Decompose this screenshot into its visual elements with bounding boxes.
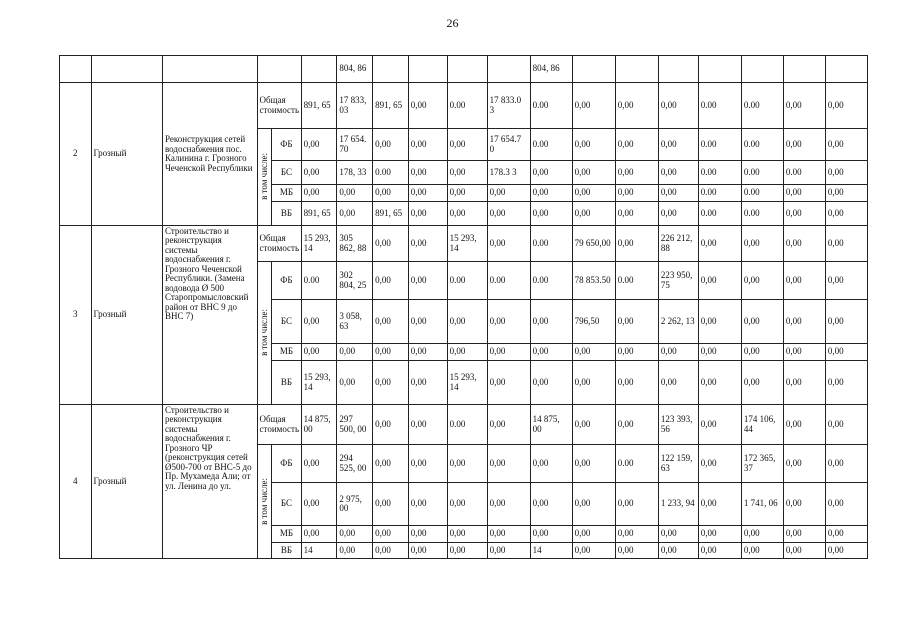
table-cell: 0,00: [658, 361, 698, 405]
table-cell: 294 525, 00: [337, 445, 373, 483]
table-cell: 0,00: [783, 543, 825, 559]
table-cell: 297 500, 00: [337, 405, 373, 445]
table-cell: 17 833.0 3: [487, 83, 530, 129]
table-cell: 0,00: [301, 526, 337, 543]
fund-label: МБ: [272, 185, 301, 202]
table-cell: 0,00: [825, 161, 867, 185]
table-row-continuation: [60, 56, 868, 83]
table-cell: 0,00: [825, 445, 867, 483]
table-cell: 17 654. 70: [337, 129, 373, 161]
table-cell: 891, 65: [301, 202, 337, 226]
table-cell: 0,00: [572, 202, 615, 226]
table-cell: 3 058, 63: [337, 300, 373, 344]
table-cell: 0,00: [572, 361, 615, 405]
table-cell: [658, 56, 698, 83]
table-cell: 804, 86: [530, 56, 572, 83]
table-cell: 174 106, 44: [741, 405, 783, 445]
table-cell: 0.00: [373, 161, 409, 185]
table-cell: 0.00: [615, 445, 658, 483]
table-cell: 804, 86: [337, 56, 373, 83]
table-cell: 0,00: [783, 129, 825, 161]
table-cell: 0,00: [530, 526, 572, 543]
table-cell: 0,00: [487, 300, 530, 344]
table-cell: 0,00: [572, 483, 615, 526]
table-cell: 0,00: [408, 185, 447, 202]
row-number: 2: [60, 83, 92, 226]
table-cell: 0,00: [658, 161, 698, 185]
table-cell: [373, 56, 409, 83]
table-cell: 0,00: [825, 483, 867, 526]
table-cell: 0,00: [783, 202, 825, 226]
table-cell: 0,00: [408, 543, 447, 559]
table-cell: 0,00: [487, 226, 530, 262]
object-description: [162, 405, 257, 559]
table-cell: 0.00: [698, 202, 741, 226]
table-cell: 14: [301, 543, 337, 559]
table-cell: 15 293, 14: [447, 361, 487, 405]
table-cell: [783, 56, 825, 83]
table-cell: 0,00: [615, 543, 658, 559]
table-cell: 0,00: [572, 405, 615, 445]
table-cell: 0,00: [825, 129, 867, 161]
table-cell: 0,00: [373, 226, 409, 262]
table-cell: 0,00: [530, 161, 572, 185]
table-cell: 0,00: [408, 526, 447, 543]
vertical-label: в том числе:: [258, 309, 269, 357]
table-cell: 0,00: [825, 83, 867, 129]
table-cell: 0,00: [408, 300, 447, 344]
table-cell: 0,00: [447, 202, 487, 226]
table-cell: 0,00: [447, 300, 487, 344]
table-cell: 0,00: [825, 300, 867, 344]
table-cell: 0,00: [301, 445, 337, 483]
table-cell: 0,00: [373, 483, 409, 526]
table-cell: 0,00: [301, 344, 337, 361]
table-cell: 0.00: [741, 185, 783, 202]
table-cell: 0,00: [373, 185, 409, 202]
table-cell: 0,00: [783, 83, 825, 129]
table-cell: 123 393, 56: [658, 405, 698, 445]
table-cell: 0,00: [615, 226, 658, 262]
table-cell: 0,00: [658, 129, 698, 161]
table-cell: 0,00: [408, 262, 447, 300]
table-cell: 0,00: [615, 405, 658, 445]
table-cell: 0.00: [487, 262, 530, 300]
table-cell: 0,00: [337, 185, 373, 202]
table-cell: 796,50: [572, 300, 615, 344]
table-cell: 0.00: [741, 129, 783, 161]
table-cell: 0.00: [698, 129, 741, 161]
table-cell: 0,00: [825, 361, 867, 405]
table-cell: 0,00: [447, 129, 487, 161]
table-cell: 0.00: [530, 262, 572, 300]
table-cell: 891, 65: [373, 202, 409, 226]
table-cell: 0,00: [301, 185, 337, 202]
table-cell: 0,00: [408, 202, 447, 226]
table-cell: 0,00: [487, 202, 530, 226]
table-cell: 0,00: [825, 344, 867, 361]
table-cell: 0,00: [530, 483, 572, 526]
table-cell: 78 853.50: [572, 262, 615, 300]
fund-label: ФБ: [272, 129, 301, 161]
table-cell: 15 293, 14: [301, 361, 337, 405]
row-number: 3: [60, 226, 92, 405]
table-cell: 0.00: [783, 161, 825, 185]
table-cell: 0,00: [408, 129, 447, 161]
fund-label: ВБ: [272, 361, 301, 405]
table-cell: 0,00: [301, 161, 337, 185]
table-cell: 0.00: [530, 226, 572, 262]
table-cell: 0,00: [447, 526, 487, 543]
table-cell: 0,00: [373, 543, 409, 559]
table-cell: 0,00: [698, 405, 741, 445]
table-row-total: [60, 405, 868, 445]
vertical-label: в том числе:: [258, 477, 269, 525]
table-cell: 0,00: [487, 526, 530, 543]
table-cell: 0,00: [337, 543, 373, 559]
object-description: [162, 226, 257, 405]
city-cell: Грозный: [91, 405, 162, 559]
table-cell: 0,00: [572, 83, 615, 129]
table-cell: 0,00: [408, 226, 447, 262]
table-cell: 0,00: [337, 361, 373, 405]
table-cell: 0,00: [373, 405, 409, 445]
table-cell: 223 950, 75: [658, 262, 698, 300]
city-cell: Грозный: [91, 226, 162, 405]
table-cell: 0,00: [530, 202, 572, 226]
table-cell: 0,00: [783, 405, 825, 445]
total-label: Общая стоимость: [257, 405, 301, 445]
fund-label: ФБ: [272, 262, 301, 300]
table-cell: 0,00: [572, 129, 615, 161]
table-cell: 0,00: [447, 543, 487, 559]
table-cell: 0,00: [658, 83, 698, 129]
table-cell: 15 293, 14: [301, 226, 337, 262]
row-number: 4: [60, 405, 92, 559]
object-text: Строительство и реконструкция системы водоснабжения г. Грозного Чеченской Республики. (Замена водовода Ø 500 Старопромысловский район от ВНС 9 до ВНС 7): [164, 226, 249, 321]
table-cell: 17 654.7 0: [487, 129, 530, 161]
table-cell: 0,00: [741, 300, 783, 344]
table-cell: 0,00: [783, 185, 825, 202]
table-cell: 0.00: [741, 161, 783, 185]
table-cell: 0,00: [783, 526, 825, 543]
table-cell: 0,00: [572, 543, 615, 559]
table-cell: [572, 56, 615, 83]
table-cell: 0,00: [408, 361, 447, 405]
table-cell: 0,00: [698, 226, 741, 262]
table-cell: [615, 56, 658, 83]
table-cell: 0,00: [572, 344, 615, 361]
table-cell: [301, 56, 337, 83]
table-cell: 0,00: [487, 185, 530, 202]
table-cell: 0,00: [615, 526, 658, 543]
table-cell: 0,00: [373, 445, 409, 483]
table-cell: 0,00: [825, 543, 867, 559]
table-cell: 0,00: [741, 226, 783, 262]
table-cell: [447, 56, 487, 83]
table-cell: 0,00: [698, 526, 741, 543]
table-cell: 0,00: [337, 344, 373, 361]
table-cell: 0,00: [698, 445, 741, 483]
table-cell: 0,00: [825, 185, 867, 202]
table-cell: 2 262, 13: [658, 300, 698, 344]
table-cell: 17 833, 03: [337, 83, 373, 129]
table-cell: 0,00: [373, 262, 409, 300]
table-cell: 0.00: [301, 262, 337, 300]
table-cell: [825, 56, 867, 83]
table-cell: 0,00: [783, 262, 825, 300]
table-cell: 0.00: [447, 262, 487, 300]
table-cell: 0,00: [337, 202, 373, 226]
object-text: Строительство и реконструкция системы водоснабжения г. Грозного ЧР (реконструкция сетей Ø500-700 от ВНС-5 до Пр. Мухамеда Али; от ул. Ленина до ул.: [164, 405, 252, 491]
table-cell: 0,00: [530, 185, 572, 202]
table-cell: 891, 65: [301, 83, 337, 129]
table-cell: 0,00: [487, 483, 530, 526]
table-cell: 0,00: [615, 344, 658, 361]
table-cell: 0,00: [825, 262, 867, 300]
table-cell: 0.00: [530, 129, 572, 161]
table-cell: 0.00: [698, 161, 741, 185]
table-cell: 0,00: [373, 300, 409, 344]
budget-table: [59, 55, 868, 559]
fund-label: МБ: [272, 526, 301, 543]
table-cell: 0,00: [615, 83, 658, 129]
table-cell: 0,00: [698, 300, 741, 344]
fund-label: ВБ: [272, 202, 301, 226]
table-cell: 0,00: [825, 526, 867, 543]
table-cell: 0,00: [408, 445, 447, 483]
table-cell: [408, 56, 447, 83]
table-cell: 305 862, 88: [337, 226, 373, 262]
table-cell: 14 875, 00: [530, 405, 572, 445]
table-cell: 0,00: [825, 405, 867, 445]
table-cell: 0,00: [698, 361, 741, 405]
table-cell: 0,00: [301, 483, 337, 526]
table-cell: 79 650,00: [572, 226, 615, 262]
table-cell: 0,00: [615, 129, 658, 161]
table-cell: 0,00: [408, 344, 447, 361]
table-row-total: [60, 226, 868, 262]
object-description: [162, 83, 257, 226]
table-cell: 0,00: [783, 361, 825, 405]
table-cell: [741, 56, 783, 83]
table-cell: 0,00: [447, 161, 487, 185]
table-cell: 0.00: [741, 83, 783, 129]
table-cell: 0,00: [741, 526, 783, 543]
table-cell: 0,00: [698, 262, 741, 300]
table-cell: 0,00: [783, 344, 825, 361]
table-cell: 0,00: [741, 361, 783, 405]
table-cell: 0,00: [658, 344, 698, 361]
table-cell: 0,00: [373, 361, 409, 405]
table-cell: 0,00: [301, 300, 337, 344]
table-cell: 15 293, 14: [447, 226, 487, 262]
table-cell: [698, 56, 741, 83]
table-cell: 0.00: [615, 262, 658, 300]
table-cell: 0,00: [741, 543, 783, 559]
table-cell: 0,00: [447, 445, 487, 483]
table-cell: 178, 33: [337, 161, 373, 185]
table-cell: 0,00: [530, 344, 572, 361]
table-cell: 0,00: [572, 526, 615, 543]
table-cell: 0,00: [337, 526, 373, 543]
fund-label: ВБ: [272, 543, 301, 559]
table-cell: [487, 56, 530, 83]
vertical-label-cell: [257, 445, 272, 559]
table-cell: 0,00: [615, 483, 658, 526]
table-cell: 0,00: [741, 344, 783, 361]
table-cell: 0,00: [373, 344, 409, 361]
table-cell: 178.3 3: [487, 161, 530, 185]
table-cell: 172 365, 37: [741, 445, 783, 483]
table-cell: 0,00: [572, 445, 615, 483]
table-cell: 0,00: [698, 344, 741, 361]
table-cell: 0,00: [615, 300, 658, 344]
table-cell: 0,00: [530, 300, 572, 344]
fund-label: ФБ: [272, 445, 301, 483]
table-cell: 2 975, 00: [337, 483, 373, 526]
table-cell: 1 741, 06: [741, 483, 783, 526]
table-cell: 14: [530, 543, 572, 559]
table-cell: 0,00: [698, 483, 741, 526]
table-cell: 1 233, 94: [658, 483, 698, 526]
table-cell: 0,00: [615, 202, 658, 226]
fund-label: БС: [272, 300, 301, 344]
vertical-label: в том числе:: [258, 153, 269, 201]
table-cell: 0,00: [447, 344, 487, 361]
table-cell: 0,00: [408, 405, 447, 445]
table-cell: 302 804, 25: [337, 262, 373, 300]
table-cell: 0,00: [783, 445, 825, 483]
fund-label: БС: [272, 483, 301, 526]
table-cell: 0.00: [698, 185, 741, 202]
table-cell: 0,00: [783, 226, 825, 262]
table-cell: 0.00: [698, 83, 741, 129]
table-cell: 0,00: [658, 185, 698, 202]
table-cell: 0,00: [825, 226, 867, 262]
table-cell: 0,00: [447, 483, 487, 526]
table-cell: 0,00: [530, 445, 572, 483]
table-cell: 0.00: [530, 83, 572, 129]
table-cell: 226 212, 88: [658, 226, 698, 262]
table-cell: 0,00: [658, 526, 698, 543]
table-cell: 0,00: [373, 129, 409, 161]
total-label: Общая стоимость: [257, 83, 301, 129]
table-cell: 0.00: [741, 202, 783, 226]
table-cell: 0,00: [408, 83, 447, 129]
table-cell: 0,00: [301, 129, 337, 161]
table-cell: 0,00: [408, 483, 447, 526]
table-cell: 0,00: [487, 445, 530, 483]
vertical-label-cell: [257, 262, 272, 405]
table-cell: 891, 65: [373, 83, 409, 129]
city-cell: Грозный: [91, 83, 162, 226]
table-cell: 0,00: [615, 161, 658, 185]
table-cell: 0,00: [373, 526, 409, 543]
page-number: 26: [446, 16, 459, 30]
table-cell: 0,00: [530, 361, 572, 405]
table-cell: 0,00: [487, 543, 530, 559]
table-cell: 0,00: [408, 161, 447, 185]
table-cell: 0.00: [447, 405, 487, 445]
table-cell: 0,00: [658, 202, 698, 226]
fund-label: БС: [272, 161, 301, 185]
fund-label: МБ: [272, 344, 301, 361]
total-label: Общая стоимость: [257, 226, 301, 262]
table-cell: 14 875, 00: [301, 405, 337, 445]
table-row-total: [60, 83, 868, 129]
table-cell: 0,00: [658, 543, 698, 559]
table-cell: 0,00: [615, 185, 658, 202]
table-cell: 122 159, 63: [658, 445, 698, 483]
table-cell: 0,00: [783, 483, 825, 526]
table-cell: 0,00: [615, 361, 658, 405]
table-cell: 0,00: [825, 202, 867, 226]
table-cell: 0,00: [447, 185, 487, 202]
vertical-label-cell: [257, 129, 272, 226]
table-cell: 0,00: [487, 361, 530, 405]
table-cell: 0,00: [572, 161, 615, 185]
table-cell: 0,00: [783, 300, 825, 344]
object-text: Реконструкция сетей водоснабжения пос. Калинина г. Грозного Чеченской Республики: [164, 135, 253, 173]
table-cell: 0,00: [572, 185, 615, 202]
table-cell: 0,00: [487, 344, 530, 361]
table-cell: 0,00: [698, 543, 741, 559]
table-cell: 0,00: [741, 262, 783, 300]
table-cell: 0.00: [447, 83, 487, 129]
table-cell: 0,00: [487, 405, 530, 445]
